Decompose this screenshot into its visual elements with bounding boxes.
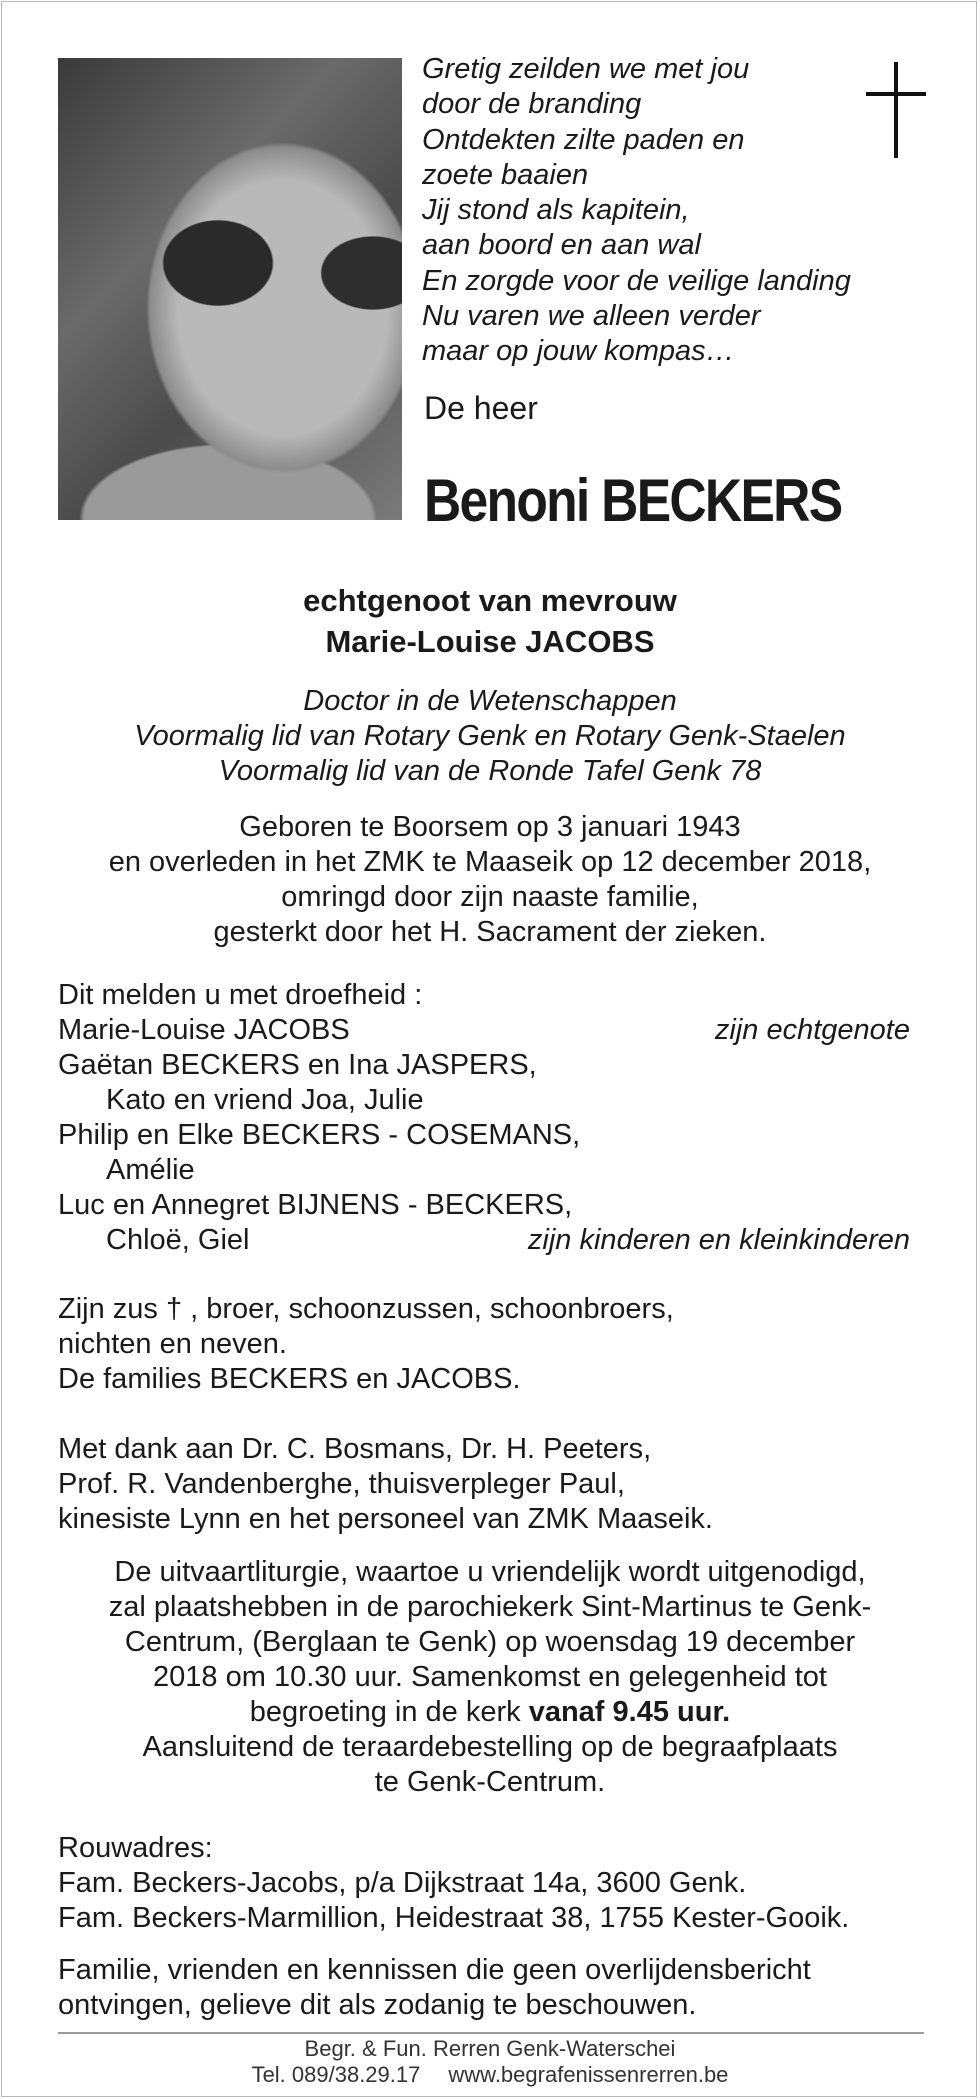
funeral-line <box>0 1695 980 1730</box>
poem-line: Nu varen we alleen verder <box>422 300 761 333</box>
family-line: Gaëtan BECKERS en Ina JASPERS, <box>58 1049 537 1081</box>
others-block <box>58 1292 918 1397</box>
footer-company: Begr. & Fun. Rerren Genk-Waterschei <box>304 2036 676 2061</box>
birth-death-line: en overleden in het ZMK te Maaseik op 12 december 2018, <box>108 846 872 878</box>
address-block <box>58 1831 918 1936</box>
titles-block <box>0 684 980 789</box>
footer-website[interactable]: www.begrafenissenrerren.be <box>448 2062 729 2087</box>
address-line: Fam. Beckers-Marmillion, Heidestraat 38, 1755 Kester-Gooik. <box>58 1902 850 1934</box>
salutation: De heer <box>424 390 538 426</box>
cross-icon <box>866 62 926 162</box>
poem-line: zoete baaien <box>422 158 589 191</box>
address-line: Fam. Beckers-Jacobs, p/a Dijkstraat 14a, 3600 Genk. <box>58 1867 747 1899</box>
birth-death-line: gesterkt door het H. Sacrament der zieken. <box>213 916 767 948</box>
footer-divider <box>58 2032 924 2034</box>
others-line: De families BECKERS en JACOBS. <box>58 1363 521 1395</box>
footer-contact <box>0 2062 980 2088</box>
funeral-greeting-text: begroeting in de kerk <box>249 1696 529 1728</box>
funeral-line: Aansluitend de teraardebestelling op de begraafplaats <box>142 1731 838 1763</box>
funeral-line: De uitvaartliturgie, waartoe u vriendelijk wordt uitgenodigd, <box>114 1556 866 1588</box>
others-line: nichten en neven. <box>58 1328 287 1360</box>
poem-line: door de branding <box>422 88 642 121</box>
family-line: Chloë, Giel <box>106 1224 250 1256</box>
poem-line: Jij stond als kapitein, <box>422 194 690 227</box>
children-relation: zijn kinderen en kleinkinderen <box>527 1224 910 1256</box>
greeting-time: vanaf 9.45 uur. <box>528 1696 731 1728</box>
poem <box>422 52 851 370</box>
portrait-photo <box>58 58 402 520</box>
family-line: Luc en Annegret BIJNENS - BECKERS, <box>58 1189 573 1221</box>
others-line: Zijn zus † , broer, schoonzussen, schoonbroers, <box>58 1293 674 1325</box>
funeral-block <box>0 1555 980 1800</box>
poem-line: En zorgde voor de veilige landing <box>422 264 851 297</box>
notice-line: ontvingen, gelieve dit als zodanig te beschouwen. <box>58 1989 697 2021</box>
spouse-line-2: Marie-Louise JACOBS <box>325 624 655 659</box>
funeral-line: zal plaatshebben in de parochiekerk Sint-Martinus te Genk- <box>108 1591 872 1623</box>
thanks-line: Met dank aan Dr. C. Bosmans, Dr. H. Peeters, <box>58 1433 652 1465</box>
birth-death-block <box>0 810 980 950</box>
birth-death-line: omringd door zijn naaste familie, <box>281 881 699 913</box>
family-row <box>58 1223 918 1258</box>
birth-death-line: Geboren te Boorsem op 3 januari 1943 <box>239 811 741 843</box>
footer-phone: Tel. 089/38.29.17 <box>251 2062 421 2087</box>
poem-line: Ontdekten zilte paden en <box>422 123 745 156</box>
funeral-line: 2018 om 10.30 uur. Samenkomst en gelegenheid tot <box>153 1661 827 1693</box>
spouse-line-1: echtgenoot van mevrouw <box>303 583 677 618</box>
spouse-block <box>0 580 980 662</box>
spouse-name: Marie-Louise JACOBS <box>58 1014 350 1046</box>
thanks-line: Prof. R. Vandenberghe, thuisverpleger Paul, <box>58 1468 625 1500</box>
family-line: Philip en Elke BECKERS - COSEMANS, <box>58 1119 581 1151</box>
address-line: Rouwadres: <box>58 1832 213 1864</box>
funeral-line: Centrum, (Berglaan te Genk) op woensdag 19 december <box>124 1626 856 1658</box>
poem-line: maar op jouw kompas… <box>422 335 735 368</box>
family-intro: Dit melden u met droefheid : <box>58 979 423 1011</box>
poem-line: aan boord en aan wal <box>422 229 701 262</box>
thanks-line: kinesiste Lynn en het personeel van ZMK Maaseik. <box>58 1503 713 1535</box>
family-row <box>58 1013 918 1048</box>
family-line: Amélie <box>106 1154 195 1186</box>
family-block <box>58 978 918 1258</box>
title-line: Voormalig lid van Rotary Genk en Rotary Genk-Staelen <box>134 720 846 752</box>
poem-line: Gretig zeilden we met jou <box>422 53 750 85</box>
deceased-name: Benoni BECKERS <box>424 467 842 534</box>
thanks-block <box>58 1432 918 1537</box>
spouse-relation: zijn echtgenote <box>714 1014 910 1046</box>
notice-line: Familie, vrienden en kennissen die geen overlijdensbericht <box>58 1954 811 1986</box>
title-line: Doctor in de Wetenschappen <box>303 685 677 717</box>
title-line: Voormalig lid van de Ronde Tafel Genk 78 <box>218 755 762 787</box>
family-line: Kato en vriend Joa, Julie <box>106 1084 424 1116</box>
notice-block <box>58 1953 918 2023</box>
funeral-line: te Genk-Centrum. <box>374 1766 606 1798</box>
